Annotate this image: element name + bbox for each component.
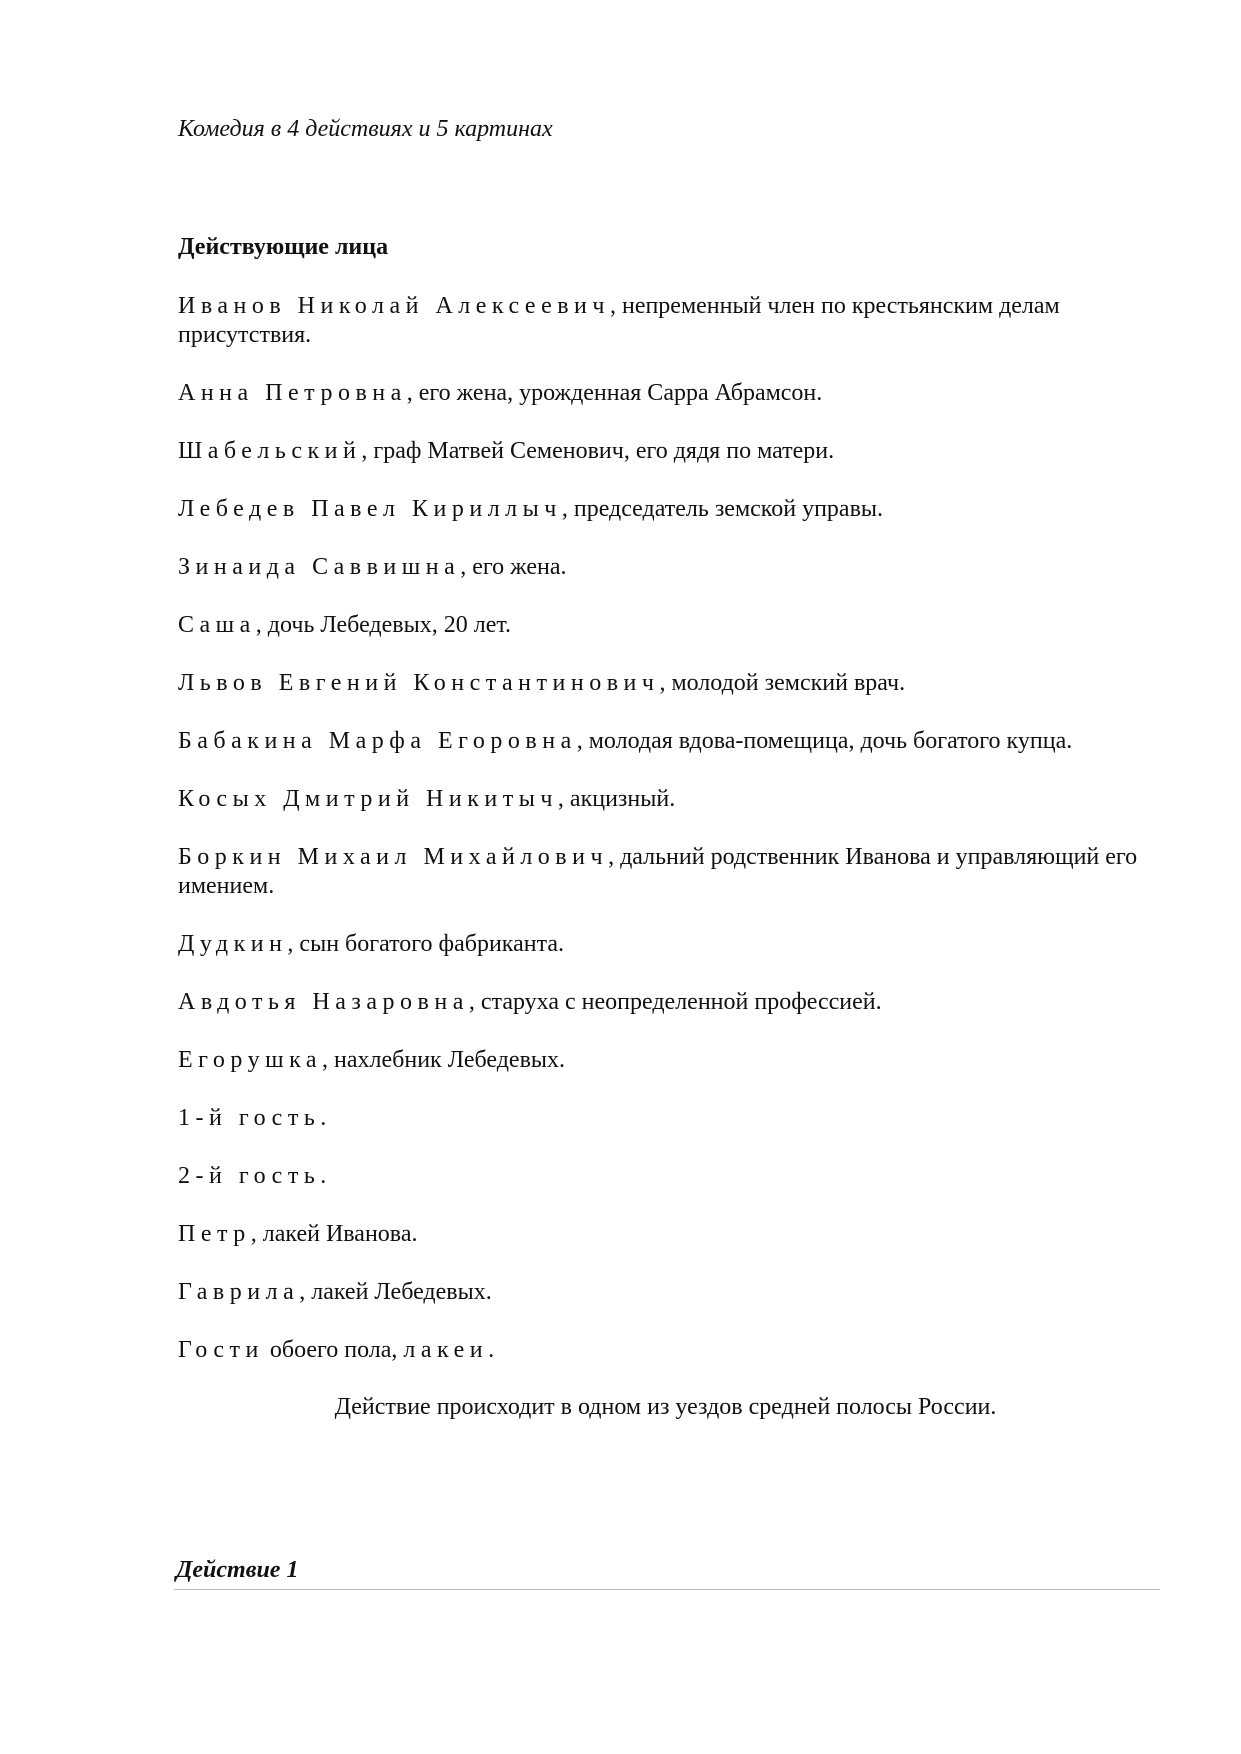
- act-heading: Действие 1: [176, 1557, 299, 1583]
- character-description: , лакей Лебедевых.: [299, 1279, 492, 1305]
- character-name: Бабакина Марфа Егоровна: [178, 728, 577, 754]
- cast-item: [178, 785, 1138, 814]
- character-name: Анна Петровна: [178, 380, 407, 406]
- character-name: 2-й гость.: [178, 1163, 332, 1189]
- character-description: , старуха с неопределенной профессией.: [468, 989, 882, 1015]
- character-name: Егорушка: [178, 1047, 323, 1073]
- cast-item: [178, 292, 1138, 350]
- character-name: Львов Евгений Константинович: [178, 670, 660, 696]
- character-name: Саша: [178, 612, 256, 638]
- character-name: Дудкин: [178, 931, 288, 957]
- setting-note: Действие происходит в одном из уездов средней полосы России.: [334, 1394, 997, 1420]
- character-name-secondary: лакеи.: [403, 1337, 500, 1363]
- cast-item: [178, 1336, 1138, 1365]
- cast-item: [178, 1220, 1138, 1249]
- cast-item: [178, 611, 1138, 640]
- character-name: Гаврила: [178, 1279, 300, 1305]
- character-description: , молодая вдова-помещица, дочь богатого купца.: [576, 728, 1073, 754]
- cast-heading: Действующие лица: [178, 234, 389, 260]
- character-name: Иванов Николай Алексеевич: [178, 293, 610, 319]
- cast-item: [178, 1278, 1138, 1307]
- character-description: обоего пола,: [263, 1337, 404, 1363]
- character-name: Боркин Михаил Михайлович: [178, 844, 609, 870]
- cast-list: [178, 292, 1138, 1394]
- character-name: Авдотья Назаровна: [178, 989, 469, 1015]
- character-name: Петр: [178, 1221, 251, 1247]
- horizontal-rule: [174, 1589, 1160, 1590]
- character-description: , нахлебник Лебедевых.: [322, 1047, 566, 1073]
- cast-item: [178, 1104, 1138, 1133]
- character-description: , дочь Лебедевых, 20 лет.: [255, 612, 512, 638]
- character-description: , непременный член по крестьянским делам присутствия.: [178, 293, 1060, 348]
- cast-item: [178, 1046, 1138, 1075]
- character-name: Гости: [178, 1337, 264, 1363]
- character-description: , молодой земский врач.: [659, 670, 906, 696]
- cast-item: [178, 379, 1138, 408]
- cast-item: [178, 495, 1138, 524]
- character-description: , лакей Иванова.: [250, 1221, 418, 1247]
- cast-item: [178, 988, 1138, 1017]
- character-description: , дальний родственник Иванова и управляющий его имением.: [178, 844, 1138, 899]
- character-name: Косых Дмитрий Никитыч: [178, 786, 558, 812]
- cast-item: [178, 437, 1138, 466]
- character-name: Шабельский: [178, 438, 362, 464]
- character-description: , его жена, урожденная Сарра Абрамсон.: [406, 380, 823, 406]
- character-name: Лебедев Павел Кириллыч: [178, 496, 562, 522]
- character-description: , сын богатого фабриканта.: [287, 931, 565, 957]
- play-subtitle: Комедия в 4 действиях и 5 картинах: [178, 116, 553, 142]
- cast-item: [178, 669, 1138, 698]
- cast-item: [178, 727, 1138, 756]
- cast-item: [178, 843, 1138, 901]
- cast-item: [178, 1162, 1138, 1191]
- cast-item: [178, 553, 1138, 582]
- character-name: 1-й гость.: [178, 1105, 332, 1131]
- character-description: , его жена.: [460, 554, 567, 580]
- character-description: , акцизный.: [557, 786, 676, 812]
- cast-item: [178, 930, 1138, 959]
- character-name: Зинаида Саввишна: [178, 554, 461, 580]
- character-description: , граф Матвей Семенович, его дядя по матери.: [361, 438, 835, 464]
- character-description: , председатель земской управы.: [561, 496, 884, 522]
